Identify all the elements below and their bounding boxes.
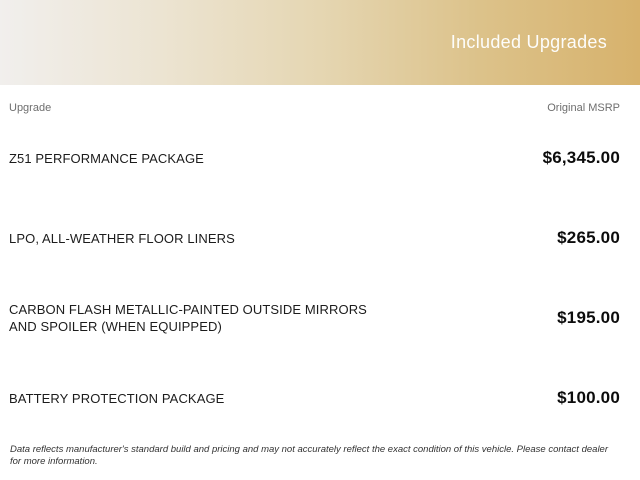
upgrade-msrp: $195.00 [557,308,620,327]
table-row [0,278,640,358]
upgrade-name: CARBON FLASH METALLIC-PAINTED OUTSIDE MIRRORS AND SPOILER (WHEN EQUIPPED) [9,302,367,334]
disclaimer-text: Data reflects manufacturer's standard build and pricing and may not accurately reflect the exact condition of this vehicle. Please contact dealer for more information. [10,444,608,467]
upgrade-msrp: $6,345.00 [542,148,620,167]
page-title: Included Upgrades [450,32,607,52]
table-row [0,358,640,438]
header-banner [0,0,640,85]
table-header-row [0,97,640,118]
footer [0,438,640,468]
upgrade-msrp: $100.00 [557,388,620,407]
upgrade-name: LPO, ALL-WEATHER FLOOR LINERS [9,230,235,246]
table-row [0,198,640,278]
upgrades-table [0,118,640,438]
column-header-msrp: Original MSRP [547,101,620,114]
column-header-upgrade: Upgrade [9,101,52,114]
table-row [0,118,640,198]
upgrade-name: Z51 PERFORMANCE PACKAGE [9,150,204,166]
upgrade-name: BATTERY PROTECTION PACKAGE [9,390,225,406]
upgrade-msrp: $265.00 [557,228,620,247]
